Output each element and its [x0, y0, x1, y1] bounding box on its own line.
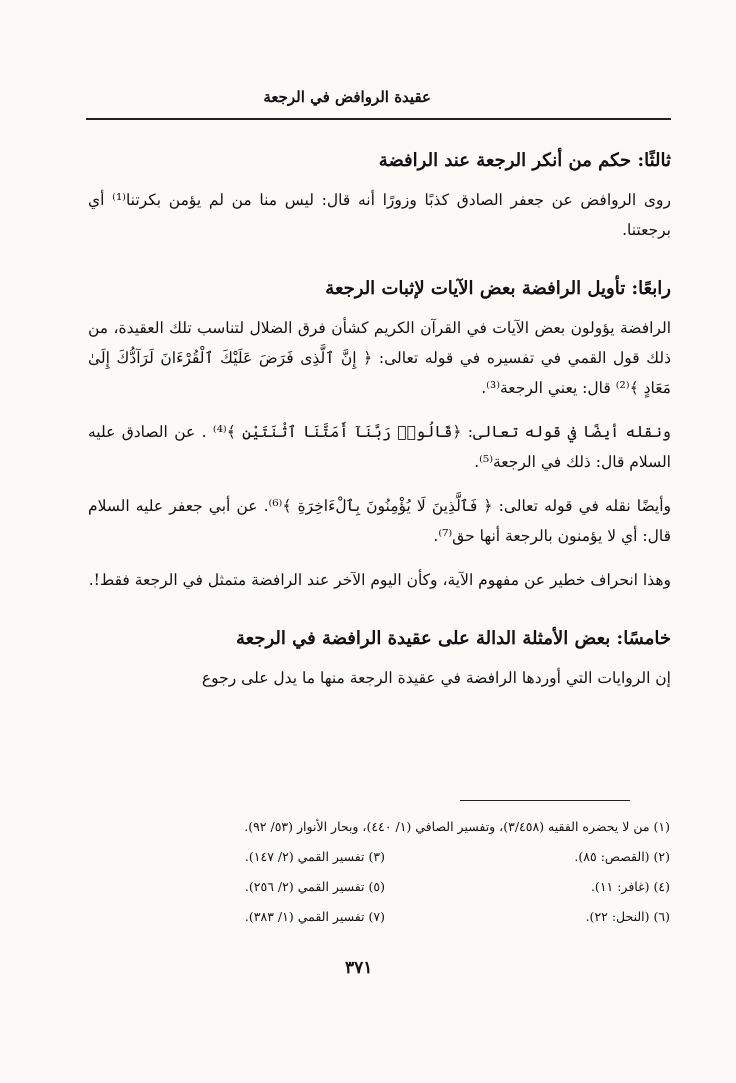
paragraph: الرافضة يؤولون بعض الآيات في القرآن الكريم كشأن فرق الضلال لتناسب تلك العقيدة، من ذلك قول القمي في تفسيره في قوله تعالى: ﴿ إِنَّ ٱلَّذِى فَرَضَ عَلَيْكَ ٱلْقُرْءَانَ لَرَآدُّكَ إِلَىٰ مَعَادٍ ﴾⁽²⁾ قال: يعني الرجعة⁽³⁾. [88, 319, 671, 397]
footnote-6: (٦) (النحل: ٢٢). [585, 909, 670, 924]
paragraph: ونقله أيضًا في قوله تعالى: ﴿قَالُوا۟ رَبَّنَآ أَمَتَّنَا ٱثْنَتَيْنِ ﴾⁽⁴⁾ . عن الصادق عليه السلام قال: ذلك في الرجعة⁽⁵⁾. [88, 423, 671, 471]
footnote-5: (٥) تفسير القمي (٢/ ٢٥٦). [244, 879, 385, 894]
footnote-1: (١) من لا يحضره الفقيه (٣/٤٥٨)، وتفسير الصافي (١/ ٤٤٠)، وبحار الأنوار (٥٣/ ٩٢). [244, 819, 670, 834]
footnote-7: (٧) تفسير القمي (١/ ٣٨٣). [244, 909, 385, 924]
section-heading-fourth: رابعًا: تأويل الرافضة بعض الآيات لإثبات الرجعة [325, 278, 671, 299]
running-header-title: عقيدة الروافض في الرجعة [263, 88, 431, 106]
main-text [88, 145, 671, 707]
footnote-2: (٢) (القصص: ٨٥). [574, 849, 670, 864]
paragraph: وهذا انحراف خطير عن مفهوم الآية، وكأن اليوم الآخر عند الرافضة متمثل في الرجعة فقط!. [88, 571, 671, 589]
paragraph: إن الروايات التي أوردها الرافضة في عقيدة الرجعة منها ما يدل على رجوع [201, 669, 671, 687]
page-number: ٣٧١ [345, 958, 373, 978]
footnote-rule [460, 800, 630, 801]
paragraph: روى الروافض عن جعفر الصادق كذبًا وزورًا أنه قال: ليس منا من لم يؤمن بكرتنا⁽¹⁾ أي برجعتنا. [88, 191, 671, 239]
footnote-4: (٤) (غافر: ١١). [590, 879, 670, 894]
section-heading-third: ثالثًا: حكم من أنكر الرجعة عند الرافضة [378, 150, 671, 171]
paragraph: وأيضًا نقله في قوله تعالى: ﴿ فَٱلَّذِينَ لَا يُؤْمِنُونَ بِٱلْءَاخِرَةِ ﴾⁽⁶⁾. عن أبي جعفر عليه السلام قال: أي لا يؤمنون بالرجعة أنها حق⁽⁷⁾. [88, 497, 671, 545]
header-rule [86, 118, 671, 120]
section-heading-fifth: خامسًا: بعض الأمثلة الدالة على عقيدة الرافضة في الرجعة [236, 628, 671, 649]
footnotes [100, 812, 670, 932]
footnote-3: (٣) تفسير القمي (٢/ ١٤٧). [244, 849, 385, 864]
